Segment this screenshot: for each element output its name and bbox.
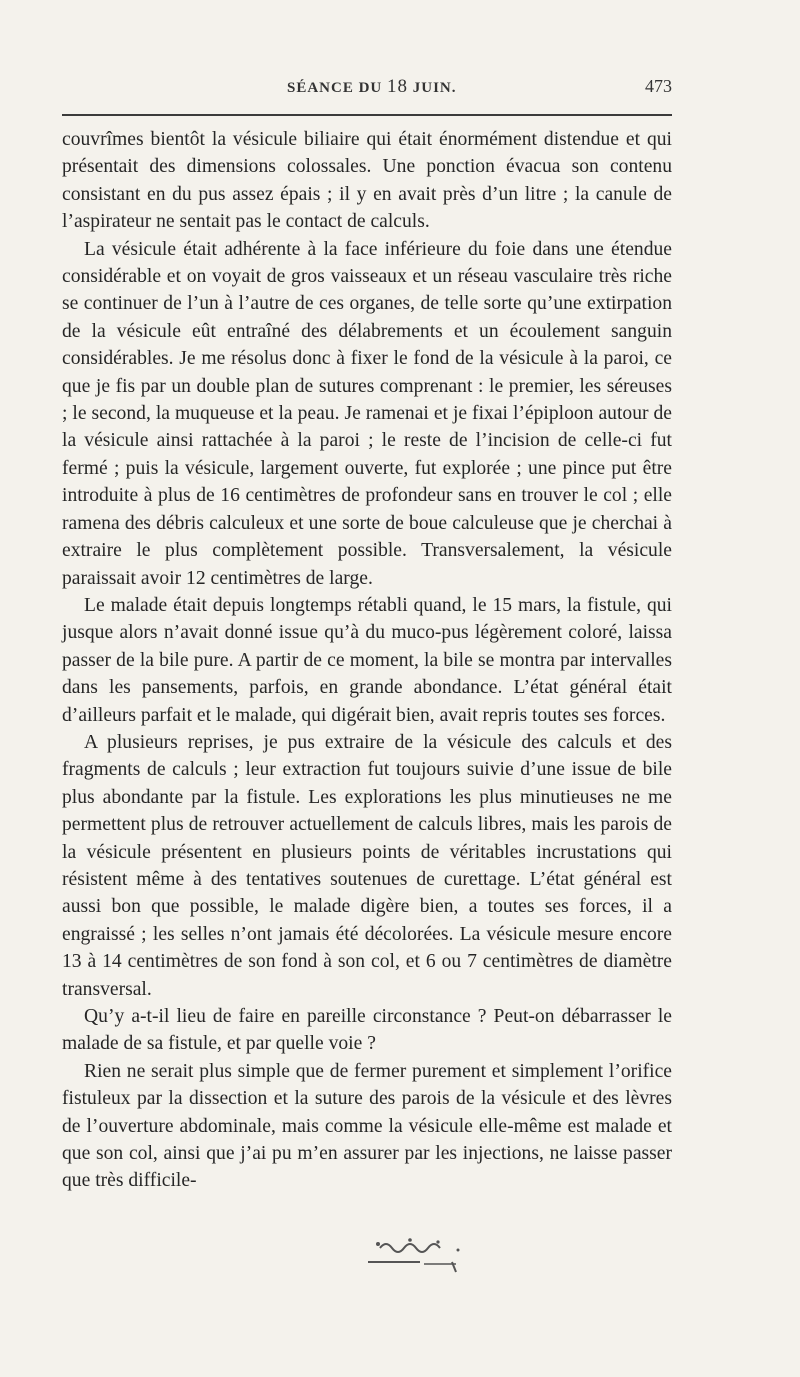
page-header (62, 76, 672, 100)
paragraph-continuation: couvrîmes bientôt la vésicule biliaire qui était énormément distendue et qui présentait des dimensions colossales. Une ponction évacua son contenu consistant en du pus assez épais ; il y en avait près d’un litre ; la canule de l’aspirateur ne sentait pas le contact de calculs. (62, 129, 672, 233)
running-head-month: JUIN. (412, 80, 457, 96)
paragraph: Rien ne serait plus simple que de fermer purement et simplement l’orifice fistuleux par la dissection et la suture des parois de la vésicule et des lèvres de l’ouverture abdominale, mais comme la vésicule elle-même est malade et que son col, ainsi que j’ai pu m’en assurer par les injections, ne laisse passer que très difficile- (62, 1060, 672, 1192)
page-number: 473 (645, 76, 672, 96)
running-head (287, 76, 457, 98)
running-head-day: 18 (387, 76, 409, 97)
paragraph: La vésicule était adhérente à la face inférieure du foie dans une étendue considérable et on voyait de gros vaisseaux et un réseau vasculaire très riche se continuer de l’un à l’autre de ces organes, de telle sorte qu’une extirpation de la vésicule eût entraîné des délabrements et un écoulement sanguin considérables. Je me résolus donc à fixer le fond de la vésicule à la paroi, ce que je fis par un double plan de sutures comprenant : le premier, les séreuses ; le second, la muqueuse et la peau. Je ramenai et je fixai l’épiploon autour de la vésicule ainsi rattachée à la paroi ; le reste de l’incision de celle-ci fut fermé ; puis la vésicule, largement ouverte, fut explorée ; une pince put être introduite à plus de 16 centimètres de profondeur sans en trouver le col ; elle ramena des débris calculeux et une sorte de boue calculeuse que je cherchai à extraire le plus complètement possible. Transversalement, la vésicule paraissait avoir 12 centimètres de large. (62, 238, 672, 589)
running-head-prefix: SÉANCE DU (287, 80, 383, 96)
paragraph: Qu’y a-t-il lieu de faire en pareille circonstance ? Peut-on débarrasser le malade de sa fistule, et par quelle voie ? (62, 1006, 672, 1055)
paragraph: A plusieurs reprises, je pus extraire de la vésicule des calculs et des fragments de calculs ; leur extraction fut toujours suivie d’une issue de bile plus abondante par la fistule. Les explorations les plus minutieuses ne me permettent plus de retrouver actuellement de calculs libres, mais les parois de la vésicule présentent en plusieurs points de véritables incrustations qui résistent même à des tentatives soutenues de curettage. L’état général est aussi bon que possible, le malade digère bien, a toutes ses forces, il a engraissé ; les selles n’ont jamais été décolorées. La vésicule mesure encore 13 à 14 centimètres de son fond à son col, et 6 ou 7 centimètres de diamètre transversal. (62, 731, 672, 1000)
paragraph: Le malade était depuis longtemps rétabli quand, le 15 mars, la fistule, qui jusque alors n’avait donné issue qu’à du muco-pus légèrement coloré, laissa passer de la bile pure. A partir de ce moment, la bile se montra par intervalles dans les pansements, parfois, en grande abondance. L’état général était d’ailleurs parfait et le malade, qui digérait bien, avait repris toutes ses forces. (62, 594, 672, 726)
body-text (62, 126, 672, 1195)
ink-smudge-ornament (360, 1226, 500, 1276)
header-rule (62, 114, 672, 116)
